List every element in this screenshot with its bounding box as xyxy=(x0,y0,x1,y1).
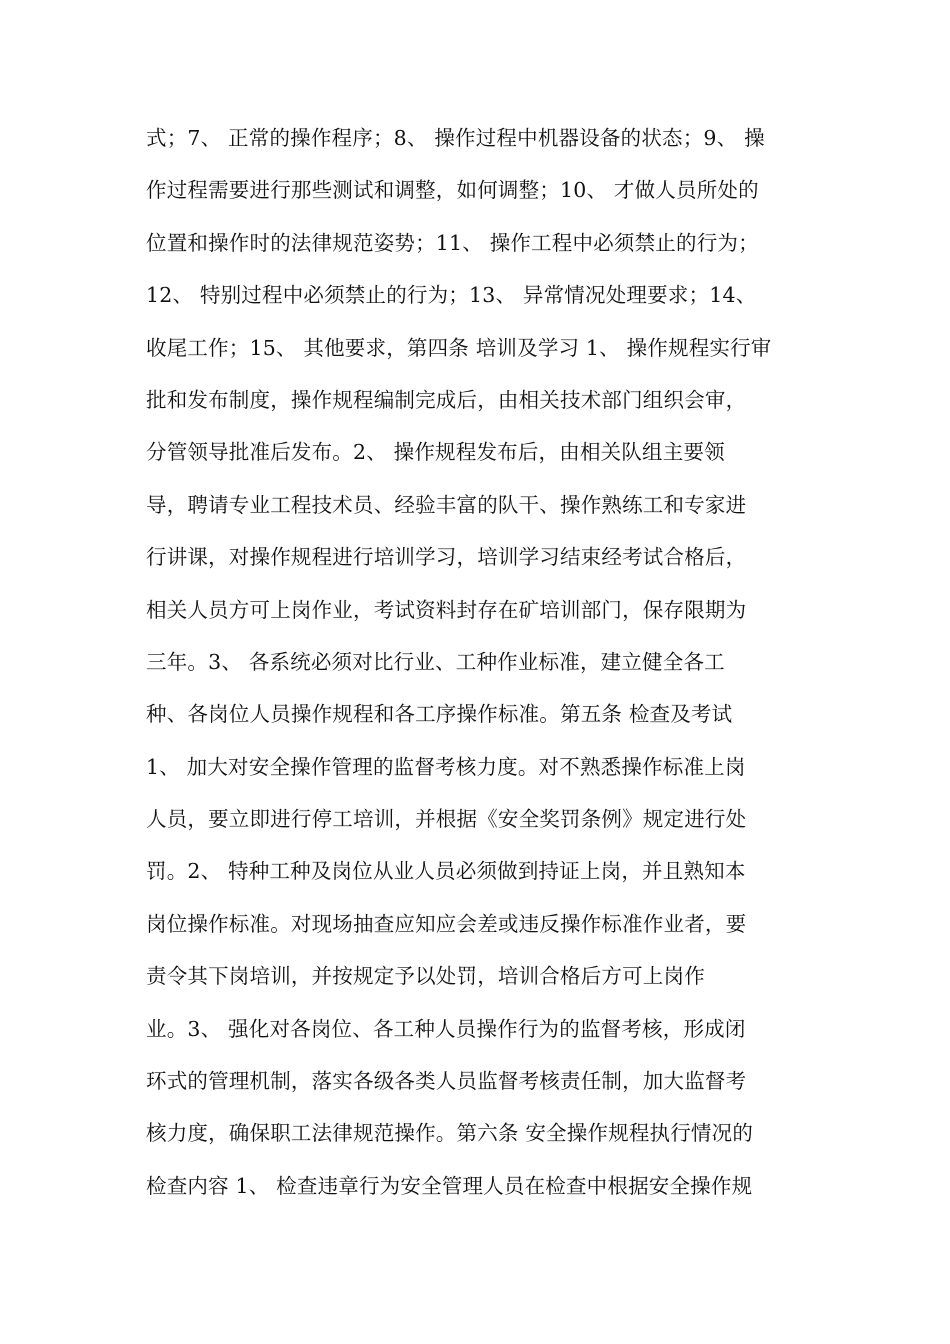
text-line: 责令其下岗培训，并按规定予以处罚，培训合格后方可上岗作 xyxy=(146,964,705,989)
text-line: 导，聘请专业工程技术员、经验丰富的队干、操作熟练工和专家进 xyxy=(146,492,747,517)
text-line: 分管领导批准后发布。2、 操作规程发布后，由相关队组主要领 xyxy=(146,440,725,465)
text-line: 批和发布制度，操作规程编制完成后，由相关技术部门组织会审， xyxy=(146,387,747,412)
text-line: 检查内容 1、 检查违章行为安全管理人员在检查中根据安全操作规 xyxy=(146,1173,753,1198)
text-line: 作过程需要进行那些测试和调整，如何调整；10、 才做人员所处的 xyxy=(146,178,759,203)
text-line: 相关人员方可上岗作业，考试资料封存在矿培训部门，保存限期为 xyxy=(146,597,747,622)
text-line: 行讲课，对操作规程进行培训学习，培训学习结束经考试合格后， xyxy=(146,545,747,570)
text-line: 位置和操作时的法律规范姿势；11、 操作工程中必须禁止的行为； xyxy=(146,230,759,255)
text-line: 收尾工作；15、 其他要求，第四条 培训及学习 1、 操作规程实行审 xyxy=(146,335,772,360)
text-line: 业。3、 强化对各岗位、各工种人员操作行为的监督考核，形成闭 xyxy=(146,1016,746,1041)
text-line: 1、 加大对安全操作管理的监督考核力度。对不熟悉操作标准上岗 xyxy=(146,754,746,779)
body-text xyxy=(146,118,816,1218)
text-line: 核力度，确保职工法律规范操作。第六条 安全操作规程执行情况的 xyxy=(146,1121,754,1146)
text-line: 环式的管理机制，落实各级各类人员监督考核责任制，加大监督考 xyxy=(146,1069,747,1094)
text-line: 三年。3、 各系统必须对比行业、工种作业标准，建立健全各工 xyxy=(146,649,725,674)
text-line: 种、各岗位人员操作规程和各工序操作标准。第五条 检查及考试 xyxy=(146,702,733,727)
text-line: 岗位操作标准。对现场抽查应知应会差或违反操作标准作业者，要 xyxy=(146,911,747,936)
text-line: 人员，要立即进行停工培训，并根据《安全奖罚条例》规定进行处 xyxy=(146,807,747,832)
text-line: 式；7、 正常的操作程序；8、 操作过程中机器设备的状态；9、 操 xyxy=(146,126,765,150)
text-line: 罚。2、 特种工种及岗位从业人员必须做到持证上岗，并且熟知本 xyxy=(146,859,746,884)
text-line: 12、 特别过程中必须禁止的行为；13、 异常情况处理要求；14、 xyxy=(146,283,757,308)
